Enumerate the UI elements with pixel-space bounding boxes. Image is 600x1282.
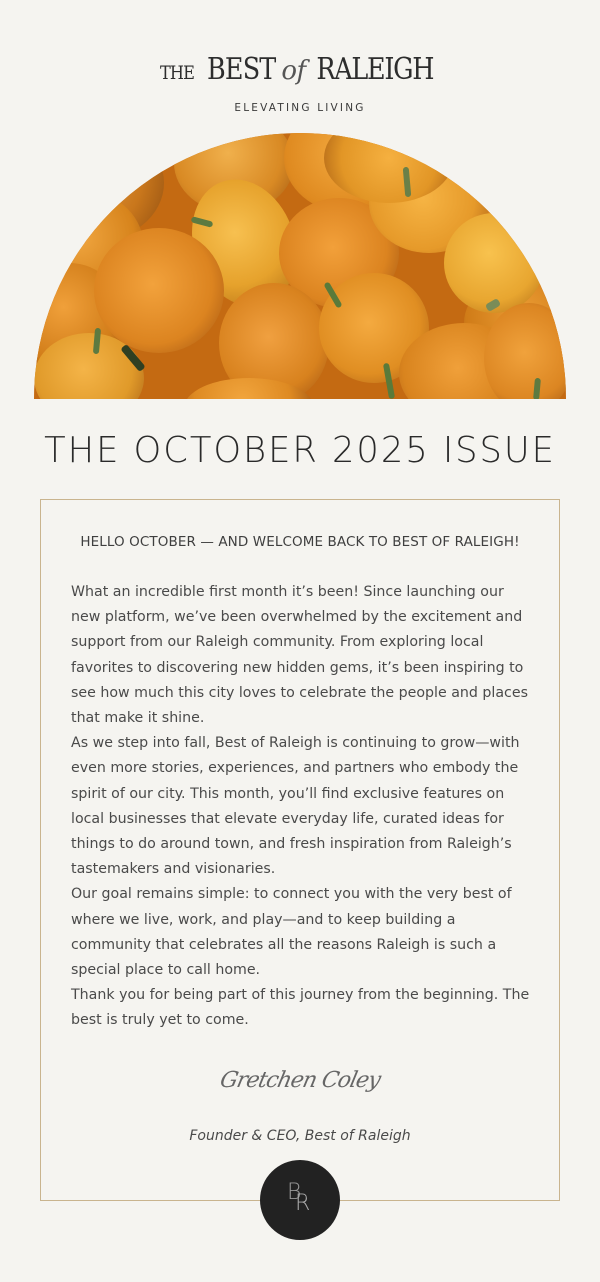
logo-tagline: ELEVATING LIVING: [234, 102, 366, 114]
signature: Gretchen Coley: [217, 1068, 383, 1093]
issue-title: THE OCTOBER 2025 ISSUE: [44, 430, 556, 471]
logo-the: THE: [159, 62, 194, 84]
hero-image-pumpkins: [34, 133, 566, 399]
letter-paragraph: Thank you for being part of this journey from the beginning. The best is truly yet to come.: [71, 987, 530, 1029]
letter-paragraph: What an incredible first month it’s been! Since launching our new platform, we’ve been overwhelmed by the excitement and support from our Raleigh community. From exploring local favorites to discovering new hidden gems, it’s been inspiring to see how much this city loves to celebrate the people and places that make it shine.: [71, 584, 528, 727]
logo-of-script: of: [281, 56, 306, 86]
logo-wordmark: [157, 52, 443, 87]
letter-paragraph: Our goal remains simple: to connect you with the very best of where we live, work, and play—and to keep building a community that celebrates all the reasons Raleigh is such a special place to call home.: [71, 886, 512, 979]
monogram-letter-r: R: [295, 1191, 311, 1216]
letter-greeting: HELLO OCTOBER — AND WELCOME BACK TO BEST OF RALEIGH!: [80, 534, 520, 550]
logo-raleigh: RALEIGH: [315, 52, 433, 87]
monogram-letter-b: B: [287, 1180, 302, 1205]
letter-paragraph: As we step into fall, Best of Raleigh is continuing to grow—with even more stories, experiences, and partners who embody the spirit of our city. This month, you’ll find exclusive features on local businesses that elevate everyday life, curated ideas for things to do around town, and fresh inspiration from Raleigh’s tastemakers and visionaries.: [71, 735, 520, 878]
monogram-badge: [260, 1160, 340, 1240]
signer-role: Founder & CEO, Best of Raleigh: [189, 1128, 411, 1144]
letter-body: [71, 580, 533, 1034]
logo-best: BEST: [206, 52, 276, 87]
brand-logo[interactable]: [0, 52, 600, 87]
